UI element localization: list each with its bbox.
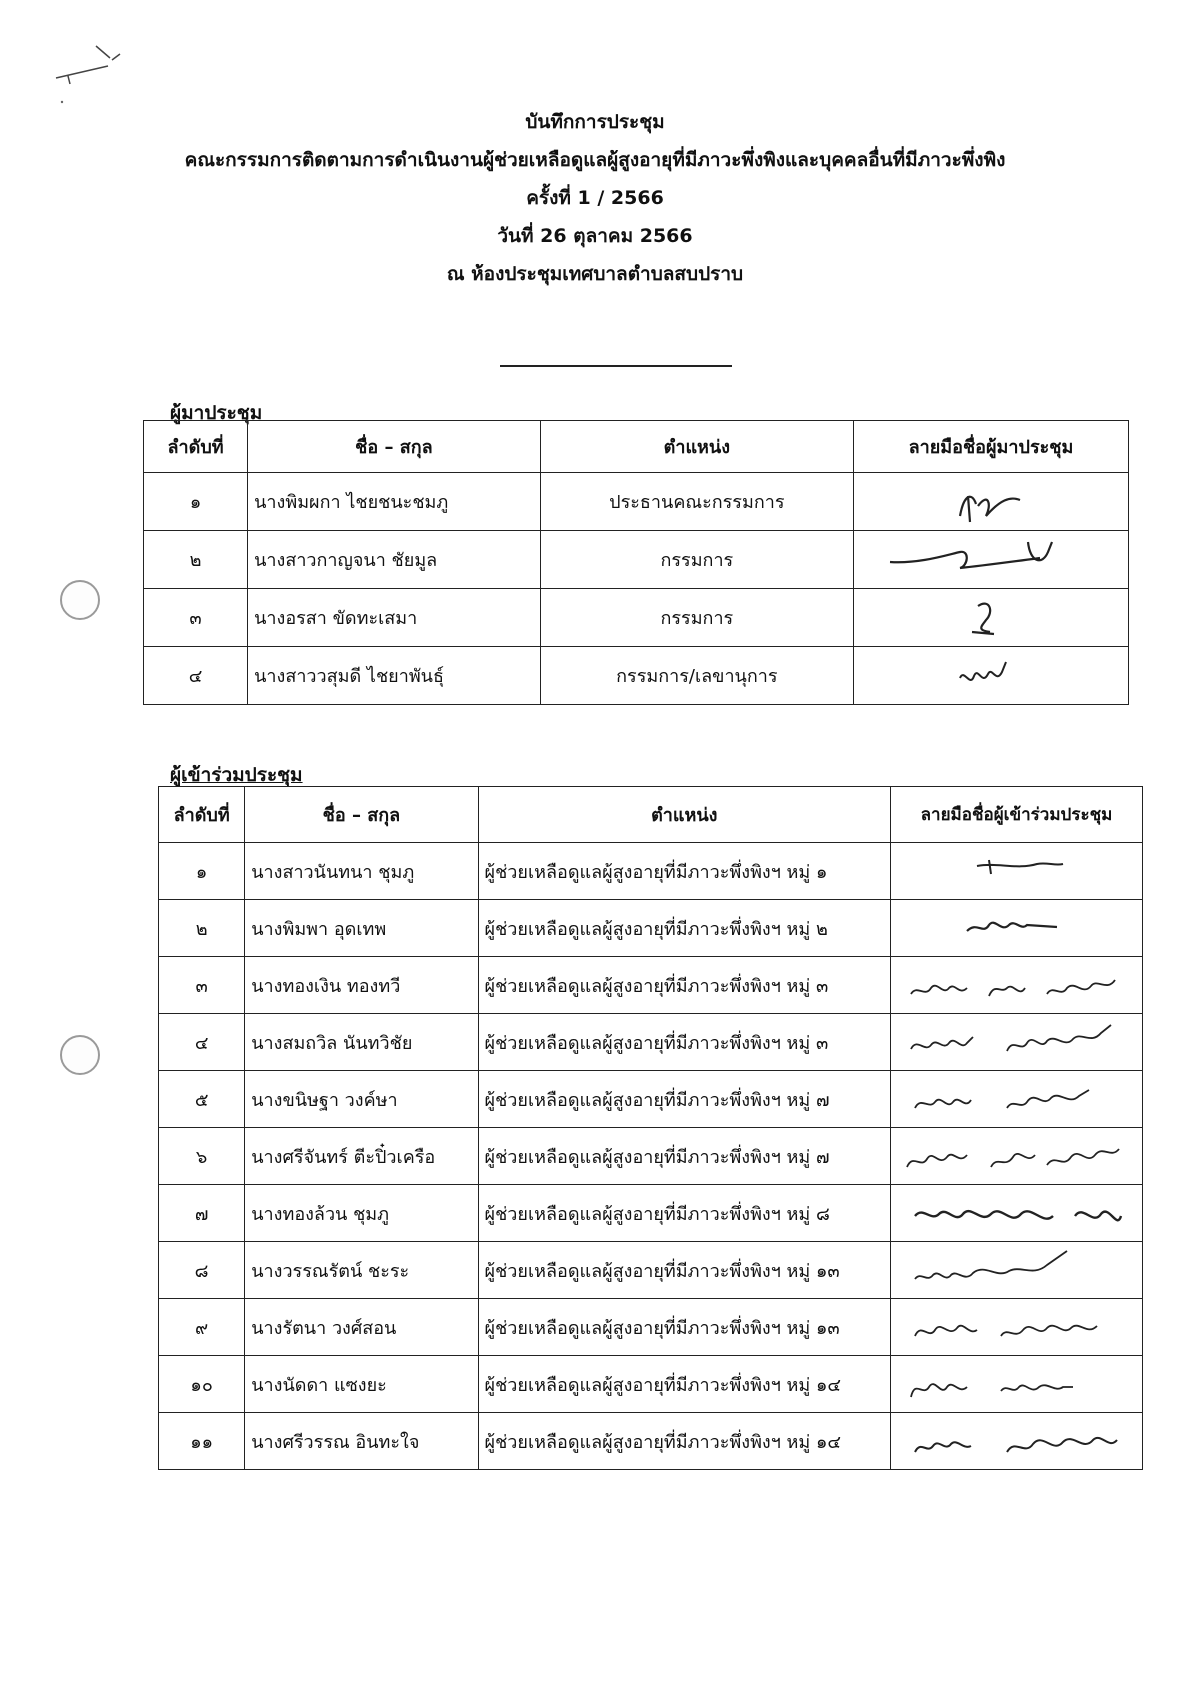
row-number: ๔ [159,1014,245,1071]
handwritten-signature [860,474,1122,530]
handwritten-signature [897,1357,1136,1412]
handwritten-signature [897,1015,1136,1070]
participant-position: ผู้ช่วยเหลือดูแลผู้สูงอายุที่มีภาวะพึ่งพิงฯ หมู่ ๗ [478,1128,890,1185]
table-row [159,1356,1143,1413]
signature-cell [890,1242,1142,1299]
participant-name: นางนัดดา แซงยะ [245,1356,478,1413]
handwritten-signature [897,901,1136,956]
signature-cell [890,900,1142,957]
committee-name: คณะกรรมการติดตามการดำเนินงานผู้ช่วยเหลือดูแลผู้สูงอายุที่มีภาวะพึ่งพิงและบุคคลอื่นที่มีภาวะพึ่งพิง [184,149,1006,171]
attendees-header-row [144,421,1129,473]
header-cell: ตำแหน่ง [478,787,890,843]
signature-cell [853,589,1128,647]
row-number: ๑๑ [159,1413,245,1470]
table-row [144,473,1129,531]
signature-cell [890,1071,1142,1128]
handwritten-signature [897,1300,1136,1355]
header-cell: ลายมือชื่อผู้เข้าร่วมประชุม [890,787,1142,843]
participants-section-label: ผู้เข้าร่วมประชุม [170,764,303,786]
signature-cell [890,1185,1142,1242]
participant-position: ผู้ช่วยเหลือดูแลผู้สูงอายุที่มีภาวะพึ่งพิงฯ หมู่ ๓ [478,957,890,1014]
row-number: ๑๐ [159,1356,245,1413]
handwritten-signature [897,844,1136,899]
table-row [159,843,1143,900]
handwritten-signature [860,648,1122,704]
signature-cell [890,843,1142,900]
punch-hole-top [60,580,100,620]
table-row [159,1071,1143,1128]
row-number: ๙ [159,1299,245,1356]
participant-name: นางขนิษฐา วงค์ษา [245,1071,478,1128]
row-number: ๒ [144,531,248,589]
header-divider [500,365,732,367]
row-number: ๗ [159,1185,245,1242]
signature-cell [890,1356,1142,1413]
table-row [144,531,1129,589]
signature-cell [853,531,1128,589]
punch-hole-bottom [60,1035,100,1075]
participant-position: ผู้ช่วยเหลือดูแลผู้สูงอายุที่มีภาวะพึ่งพิงฯ หมู่ ๑๓ [478,1299,890,1356]
row-number: ๕ [159,1071,245,1128]
handwritten-signature [897,1072,1136,1127]
table-row [159,1242,1143,1299]
handwritten-signature [897,1414,1136,1469]
table-row [159,1014,1143,1071]
header-cell: ชื่อ – สกุล [245,787,478,843]
participant-position: ผู้ช่วยเหลือดูแลผู้สูงอายุที่มีภาวะพึ่งพิงฯ หมู่ ๑๔ [478,1356,890,1413]
participant-position: ผู้ช่วยเหลือดูแลผู้สูงอายุที่มีภาวะพึ่งพิงฯ หมู่ ๒ [478,900,890,957]
signature-cell [890,1413,1142,1470]
row-number: ๑ [144,473,248,531]
scan-scribble-mark [48,40,138,110]
table-row [159,1185,1143,1242]
session-number: ครั้งที่ 1 / 2566 [526,187,664,209]
participant-name: นางศรีวรรณ อินทะใจ [245,1413,478,1470]
meeting-venue: ณ ห้องประชุมเทศบาลตำบลสบปราบ [446,263,744,285]
document-title: บันทึกการประชุม [525,111,665,133]
header-cell: ลำดับที่ [144,421,248,473]
meeting-date: วันที่ 26 ตุลาคม 2566 [497,225,693,247]
participant-position: ผู้ช่วยเหลือดูแลผู้สูงอายุที่มีภาวะพึ่งพิงฯ หมู่ ๘ [478,1185,890,1242]
participant-name: นางสาวนันทนา ชุมภู [245,843,478,900]
member-name: นางสาววสุมดี ไชยาพันธุ์ [248,647,541,705]
table-row [159,1299,1143,1356]
participant-name: นางสมถวิล นันทวิชัย [245,1014,478,1071]
table-row [159,1413,1143,1470]
participant-name: นางศรีจันทร์ ตีะปิ๋วเครือ [245,1128,478,1185]
participant-name: นางทองเงิน ทองทวี [245,957,478,1014]
member-name: นางพิมผกา ไชยชนะชมภู [248,473,541,531]
member-name: นางอรสา ขัดทะเสมา [248,589,541,647]
header-cell: ตำแหน่ง [540,421,853,473]
signature-cell [890,1014,1142,1071]
handwritten-signature [897,1243,1136,1298]
participant-position: ผู้ช่วยเหลือดูแลผู้สูงอายุที่มีภาวะพึ่งพิงฯ หมู่ ๗ [478,1071,890,1128]
row-number: ๔ [144,647,248,705]
participant-name: นางพิมพา อุดเทพ [245,900,478,957]
attendees-table [143,420,1129,705]
handwritten-signature [860,590,1122,646]
row-number: ๓ [159,957,245,1014]
participant-position: ผู้ช่วยเหลือดูแลผู้สูงอายุที่มีภาวะพึ่งพิงฯ หมู่ ๑ [478,843,890,900]
member-position: กรรมการ [540,531,853,589]
header-cell: ชื่อ – สกุล [248,421,541,473]
attendees-section-label: ผู้มาประชุม [170,402,263,424]
participant-position: ผู้ช่วยเหลือดูแลผู้สูงอายุที่มีภาวะพึ่งพิงฯ หมู่ ๓ [478,1014,890,1071]
row-number: ๓ [144,589,248,647]
table-row [159,957,1143,1014]
member-name: นางสาวกาญจนา ชัยมูล [248,531,541,589]
handwritten-signature [897,958,1136,1013]
handwritten-signature [860,532,1122,588]
handwritten-signature [897,1129,1136,1184]
header-cell: ลายมือชื่อผู้มาประชุม [853,421,1128,473]
table-row [159,900,1143,957]
signature-cell [890,1299,1142,1356]
row-number: ๘ [159,1242,245,1299]
participant-position: ผู้ช่วยเหลือดูแลผู้สูงอายุที่มีภาวะพึ่งพิงฯ หมู่ ๑๔ [478,1413,890,1470]
table-row [144,647,1129,705]
participants-table [158,786,1143,1470]
signature-cell [853,647,1128,705]
signature-cell [853,473,1128,531]
handwritten-signature [897,1186,1136,1241]
member-position: กรรมการ/เลขานุการ [540,647,853,705]
signature-cell [890,1128,1142,1185]
participant-name: นางรัตนา วงศ์สอน [245,1299,478,1356]
document-header [0,108,1190,298]
participant-position: ผู้ช่วยเหลือดูแลผู้สูงอายุที่มีภาวะพึ่งพิงฯ หมู่ ๑๓ [478,1242,890,1299]
signature-cell [890,957,1142,1014]
row-number: ๖ [159,1128,245,1185]
table-row [159,1128,1143,1185]
member-position: กรรมการ [540,589,853,647]
row-number: ๑ [159,843,245,900]
table-row [144,589,1129,647]
participant-name: นางวรรณรัตน์ ชะระ [245,1242,478,1299]
participants-header-row [159,787,1143,843]
participant-name: นางทองล้วน ชุมภู [245,1185,478,1242]
row-number: ๒ [159,900,245,957]
member-position: ประธานคณะกรรมการ [540,473,853,531]
header-cell: ลำดับที่ [159,787,245,843]
